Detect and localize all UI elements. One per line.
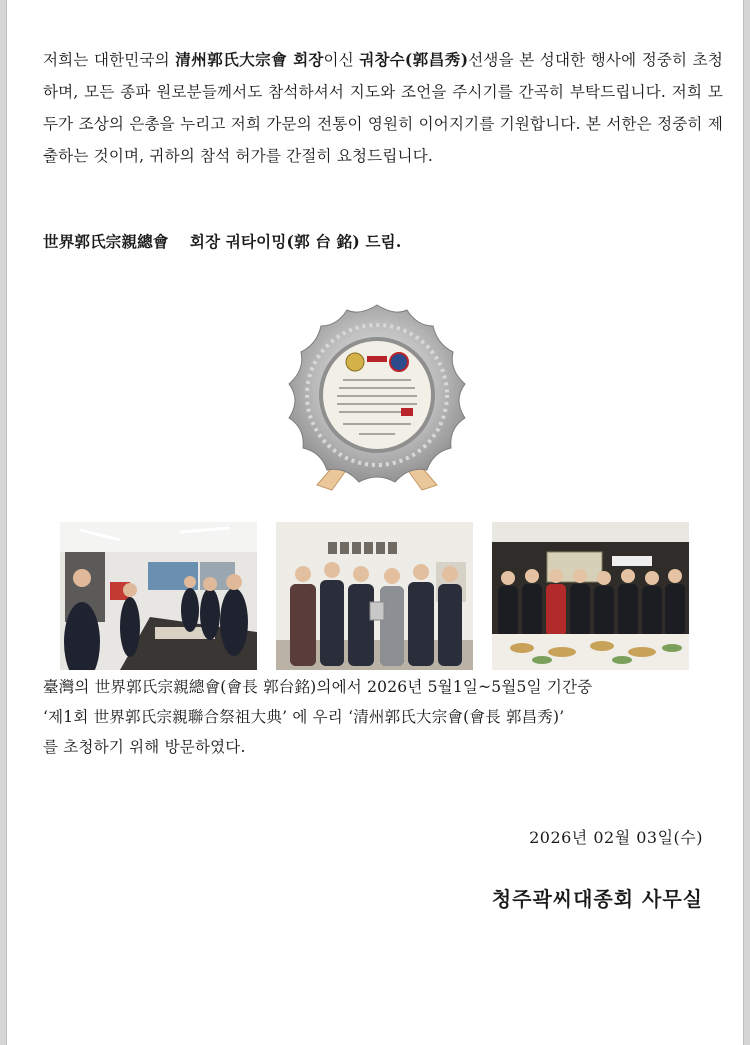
banquet-group-photo xyxy=(492,522,689,670)
para-text: 저희는 대한민국의 xyxy=(43,51,176,69)
para-text: 선생을 본 성대한 행사에 정중히 초청하며, 모든 종파 원로분들께서도 참석하셔서 지도와 조언을 주시기를 간곡히 부탁드립니다. 저희 모두가 조상의 은총을 누리고 저희 가문의 전통이 영원히 이어지기를 기원합니다. 본 서한은 정중히 제출하는 것이며, 귀하의 참석 허가를 간절히 요청드립니다. xyxy=(43,51,724,165)
document-page xyxy=(6,0,744,1045)
caption-line-2: ‘제1회 世界郭氏宗親聯合祭祖大典’ 에 우리 ‘清州郭氏大宗會(會長 郭昌秀)’ xyxy=(43,708,565,726)
caption-line-3: 를 초청하기 위해 방문하였다. xyxy=(43,738,246,756)
office-signature: 청주곽씨대종회 사무실 xyxy=(491,887,703,911)
commemorative-plaque-image xyxy=(277,300,477,500)
invitation-paragraph xyxy=(43,44,723,172)
association-name: 清州郭氏大宗會 회장 xyxy=(175,50,324,69)
plaque-presentation-photo xyxy=(276,522,473,670)
para-text: 이신 xyxy=(323,51,360,69)
caption-line-1: 臺灣의 世界郭氏宗親總會(會長 郭台銘)의에서 2026년 5월1일~5월5일 기간중 xyxy=(43,678,593,696)
photo-caption xyxy=(43,672,723,762)
document-date: 2026년 02월 03일(수) xyxy=(529,828,703,847)
meeting-room-photo xyxy=(60,522,257,670)
sender-signature: 世界郭氏宗親總會 회장 궈타이밍(郭 台 銘) 드림. xyxy=(43,232,402,251)
invitee-name: 궈창수(郭昌秀) xyxy=(359,50,469,69)
